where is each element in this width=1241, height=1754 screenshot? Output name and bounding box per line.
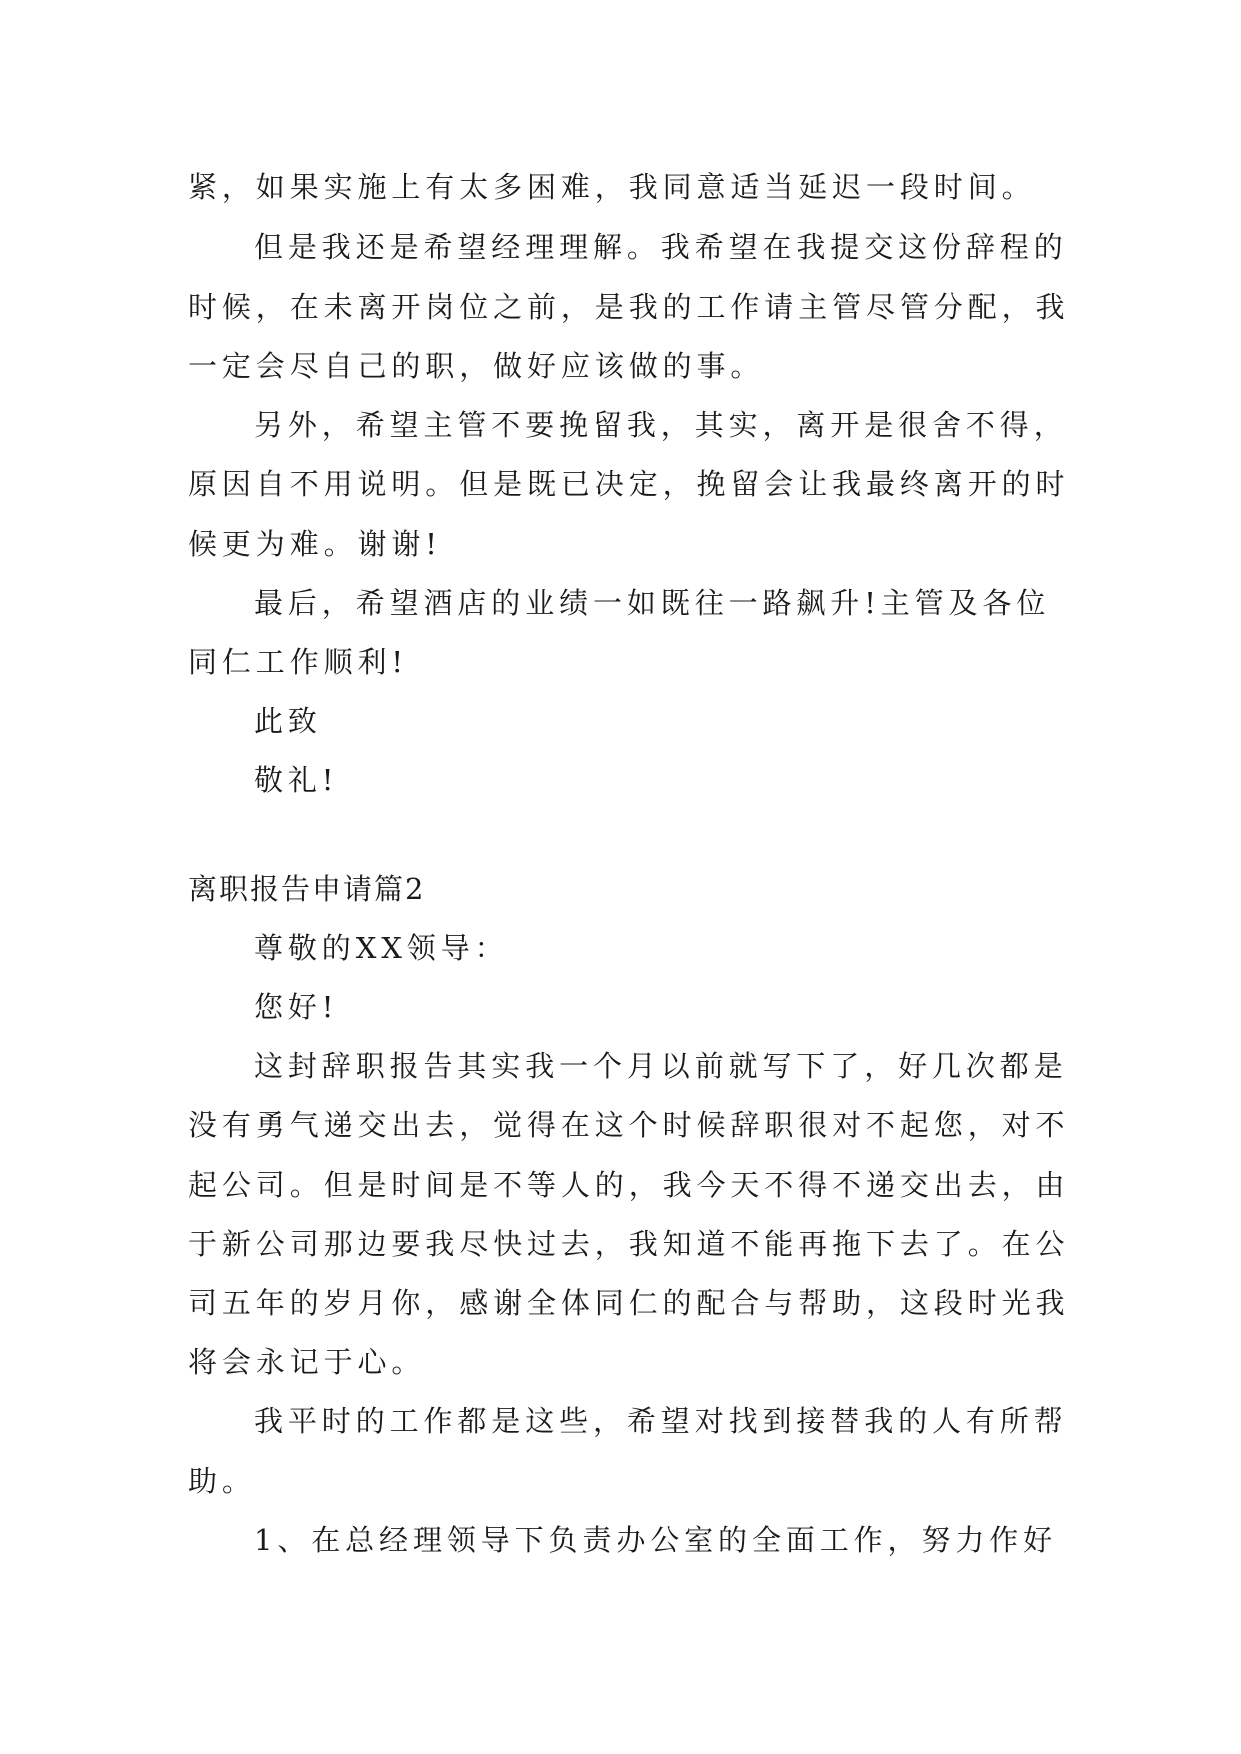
- paragraph-line: 但是我还是希望经理理解。我希望在我提交这份辞程的: [254, 230, 1068, 264]
- paragraph-line: 司五年的岁月你，感谢全体同仁的配合与帮助，这段时光我: [188, 1286, 1070, 1320]
- section-heading: 离职报告申请篇2: [188, 872, 426, 906]
- paragraph-line: 于新公司那边要我尽快过去，我知道不能再拖下去了。在公: [188, 1227, 1070, 1261]
- closing-line: 敬礼!: [254, 763, 339, 797]
- closing-line: 此致: [254, 704, 322, 738]
- salutation-line: 尊敬的XX领导：: [254, 931, 509, 965]
- paragraph-line: 另外，希望主管不要挽留我，其实，离开是很舍不得，: [254, 408, 1068, 442]
- paragraph-line: 助。: [188, 1464, 256, 1498]
- paragraph-line: 没有勇气递交出去，觉得在这个时候辞职很对不起您，对不: [188, 1108, 1070, 1142]
- paragraph-line: 时候，在未离开岗位之前，是我的工作请主管尽管分配，我: [188, 290, 1070, 324]
- paragraph-line: 同仁工作顺利!: [188, 645, 408, 679]
- paragraph-line: 原因自不用说明。但是既已决定，挽留会让我最终离开的时: [188, 467, 1070, 501]
- paragraph-line: 我平时的工作都是这些，希望对找到接替我的人有所帮: [254, 1404, 1068, 1438]
- paragraph-line: 起公司。但是时间是不等人的，我今天不得不递交出去，由: [188, 1168, 1070, 1202]
- paragraph-line: 1、在总经理领导下负责办公室的全面工作，努力作好: [254, 1523, 1058, 1557]
- paragraph-line: 一定会尽自己的职，做好应该做的事。: [188, 349, 765, 383]
- paragraph-line: 最后，希望酒店的业绩一如既往一路飙升!主管及各位: [254, 586, 1051, 620]
- paragraph-line: 候更为难。谢谢!: [188, 527, 442, 561]
- paragraph-line: 这封辞职报告其实我一个月以前就写下了，好几次都是: [254, 1049, 1068, 1083]
- greeting-line: 您好!: [254, 990, 339, 1024]
- paragraph-line: 紧，如果实施上有太多困难，我同意适当延迟一段时间。: [188, 170, 1036, 204]
- paragraph-line: 将会永记于心。: [188, 1345, 426, 1379]
